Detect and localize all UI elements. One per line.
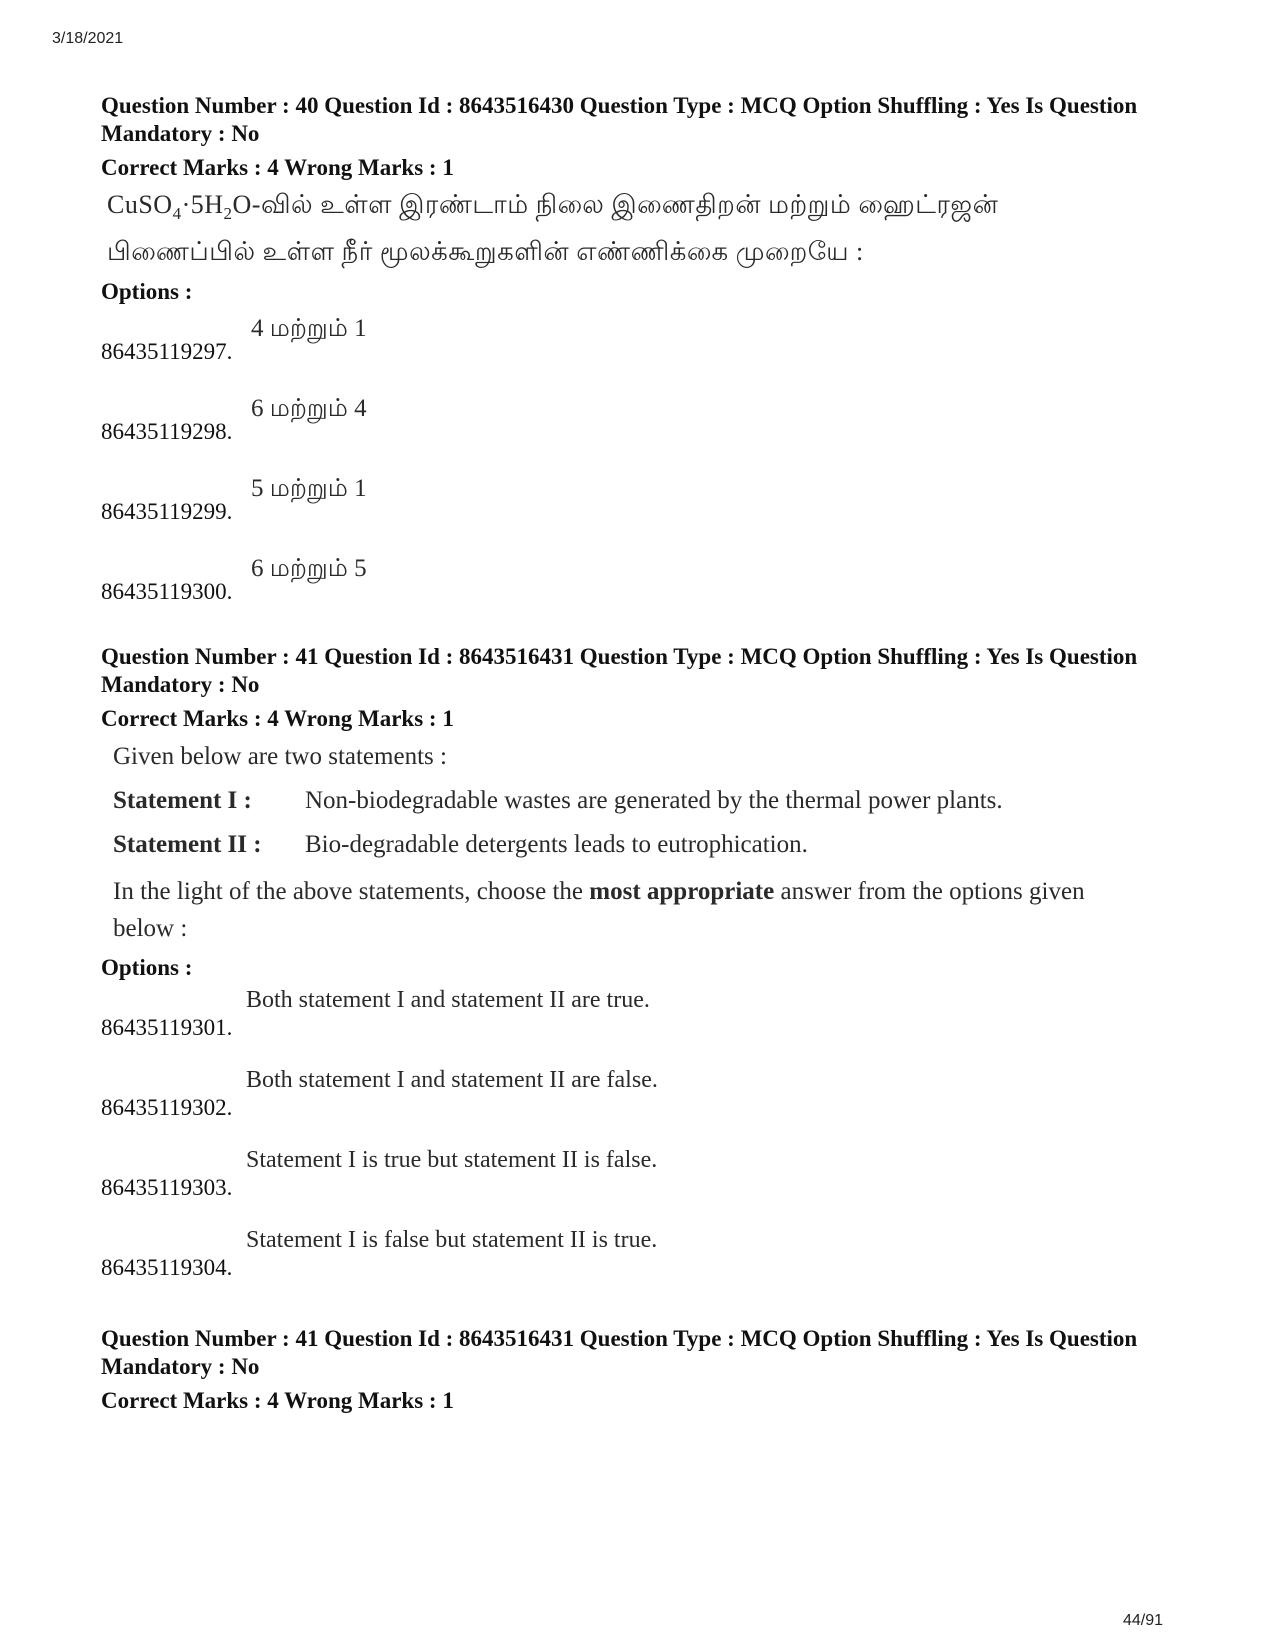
- statement-text: Bio-degradable detergents leads to eutrophication.: [305, 831, 808, 858]
- option-text: Both statement I and statement II are true.: [246, 987, 650, 1013]
- question-text: [101, 186, 1141, 271]
- question-marks: Correct Marks : 4 Wrong Marks : 1: [101, 155, 454, 180]
- option: [101, 1221, 1141, 1301]
- option-text: 4 மற்றும் 1: [251, 315, 367, 343]
- question-meta: Question Number : 41 Question Id : 8643516431 Question Type : MCQ Option Shuffling : Yes Is Question Mandatory : No: [101, 1326, 1138, 1379]
- option-id: 86435119303.: [101, 1175, 233, 1200]
- option: [101, 465, 1141, 545]
- option-text: Both statement I and statement II are false.: [246, 1067, 658, 1093]
- question-41: [101, 643, 1141, 1301]
- question-41-repeat: [101, 1325, 1141, 1415]
- statement-2: [101, 831, 1141, 859]
- print-date: 3/18/2021: [52, 30, 124, 47]
- page-number: 44/91: [1122, 1612, 1163, 1629]
- option-text: 6 மற்றும் 5: [251, 555, 367, 583]
- statement-1: [101, 787, 1141, 815]
- option-id: 86435119300.: [101, 579, 233, 605]
- question-text-line1: -வில் உள்ள இரண்டாம் நிலை இணைதிறன் மற்றும் ஹைட்ரஜன்: [251, 190, 999, 219]
- options-label: Options :: [101, 279, 193, 305]
- question-instruction: In the light of the above statements, choose the most appropriate answer from the options given below :: [113, 878, 1085, 942]
- options-label: Options :: [101, 955, 193, 980]
- option: [101, 385, 1141, 465]
- option-id: 86435119298.: [101, 419, 233, 445]
- option-text: Statement I is false but statement II is true.: [246, 1227, 658, 1253]
- question-marks: Correct Marks : 4 Wrong Marks : 1: [101, 706, 454, 731]
- formula: $CuSO_4\cdot 5H_2O$: [107, 190, 252, 224]
- option: [101, 1061, 1141, 1141]
- statement-label: Statement II :: [113, 831, 262, 858]
- option-id: 86435119301.: [101, 1015, 233, 1040]
- option-text: 5 மற்றும் 1: [251, 475, 367, 503]
- statement-label: Statement I :: [113, 787, 252, 814]
- question-intro: Given below are two statements :: [113, 743, 447, 770]
- option-id: 86435119297.: [101, 339, 233, 365]
- option-text: 6 மற்றும் 4: [251, 395, 367, 423]
- option: [101, 1141, 1141, 1221]
- option-text: Statement I is true but statement II is false.: [246, 1147, 658, 1173]
- question-40: [101, 92, 1141, 625]
- option-id: 86435119302.: [101, 1095, 233, 1120]
- option-id: 86435119304.: [101, 1255, 233, 1280]
- question-meta: Question Number : 40 Question Id : 8643516430 Question Type : MCQ Option Shuffling : Yes Is Question Mandatory : No: [101, 93, 1138, 146]
- option-id: 86435119299.: [101, 499, 233, 525]
- statement-text: Non-biodegradable wastes are generated by the thermal power plants.: [305, 787, 1003, 814]
- question-marks: Correct Marks : 4 Wrong Marks : 1: [101, 1388, 454, 1413]
- question-text-line2: பிணைப்பில் உள்ள நீர் மூலக்கூறுகளின் எண்ணிக்கை முறையே :: [107, 237, 864, 267]
- option: [101, 545, 1141, 625]
- option: [101, 305, 1141, 385]
- option: [101, 981, 1141, 1061]
- question-meta: Question Number : 41 Question Id : 8643516431 Question Type : MCQ Option Shuffling : Yes Is Question Mandatory : No: [101, 644, 1138, 697]
